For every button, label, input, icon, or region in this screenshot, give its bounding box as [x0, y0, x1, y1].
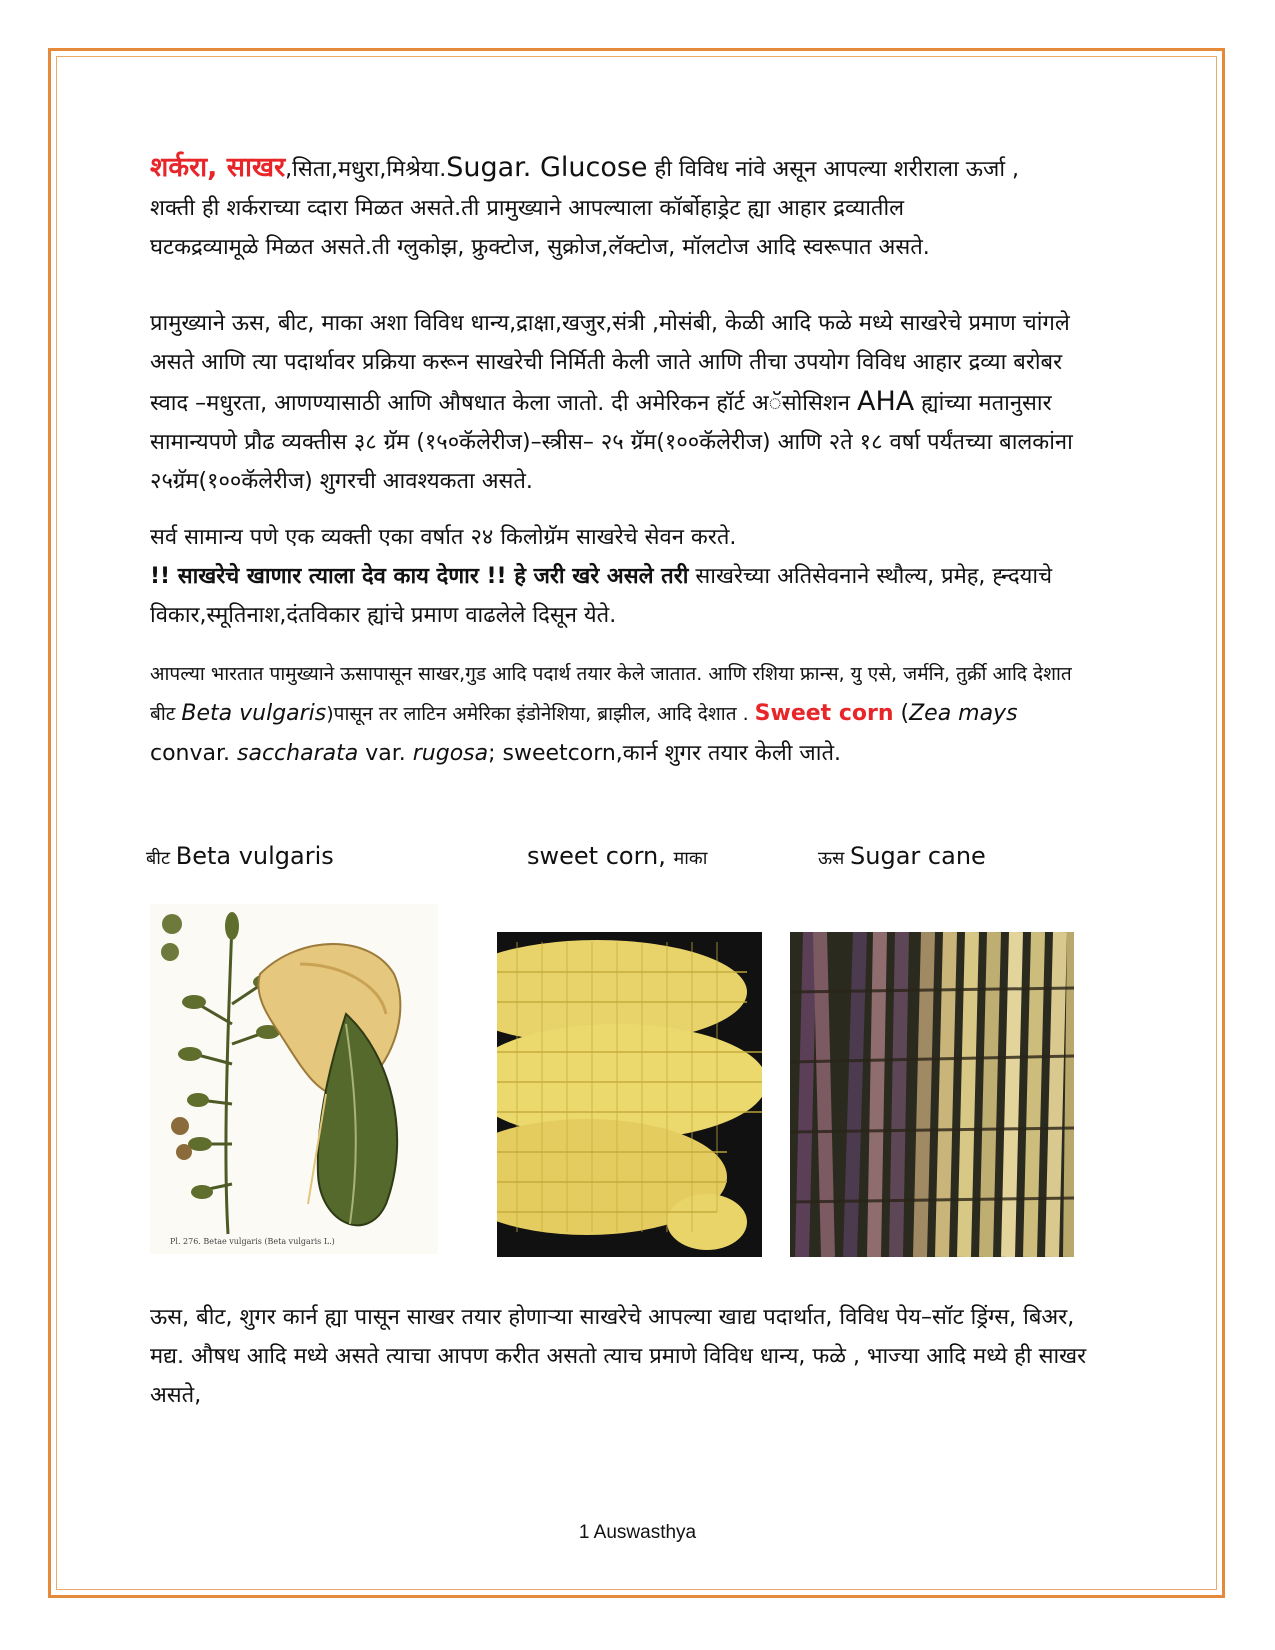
paren-open: ( [893, 701, 910, 726]
page-footer: 1 Auswasthya [578, 1522, 697, 1543]
production-tail: ; sweetcorn,कार्न शुगर तयार केली जाते. [488, 741, 841, 766]
sources-paragraph [150, 304, 1090, 501]
rugosa-italic: rugosa [412, 741, 489, 766]
closing-paragraph: ऊस, बीट, शुगर कार्न ह्या पासून साखर तयार होणाऱ्या साखरेचे आपल्या खाद्य पदार्थात, विविध पेय–सॉट ड्रिंग्स, बिअर, मद्य. औषध आदि मध्ये असते त्याचा आपण करीत असतो त्याच प्रमाणे विविध धान्य, फळे , भाज्या आदि मध्ये ही साखर असते, [150, 1305, 1087, 1408]
beta-vulgaris-italic: Beta vulgaris [181, 701, 327, 726]
production-part-2: )पासून तर लाटिन अमेरिका इंडोनेशिया, ब्राझील, आदि देशात . [326, 703, 755, 725]
sources-part-2: ह्यांच्या मतानुसार सामान्यपणे प्रौढ व्यक्तीस ३८ ग्रॅम (१५०कॅलेरीज)–स्त्रीस– २५ ग्रॅम(१००कॅलेरीज) आणि २ते १८ वर्षा पर्यंतच्या बालकांना २५ग्रॅम(१००कॅलेरीज) शुगरची आवश्यकता असते. [150, 391, 1073, 494]
consumption-paragraph [150, 518, 1090, 635]
caption-cane-english: Sugar cane [850, 842, 986, 870]
intro-paragraph [150, 148, 1090, 267]
title-red: शर्करा, साखर [150, 152, 286, 183]
caption-cane-devanagari: ऊस [818, 848, 851, 869]
saccharata-italic: saccharata [237, 741, 359, 766]
proverb-bold: !! साखरेचे खाणार त्याला देव काय देणार !! हे जरी खरे असले तरी [150, 564, 689, 589]
sources-part-1: प्रामुख्याने ऊस, बीट, माका अशा विविध धान्य,द्राक्षा,खजुर,संत्री ,मोसंबी, केळी आदि फळे मध्ये साखरेचे प्रमाण चांगले असते आणि त्या पदार्थावर प्रक्रिया करून साखरेची निर्मिती केली जाते आणि तीचा उपयोग विविध आहार द्रव्या बरोबर स्वाद –मधुरता, आणण्यासाठी आणि औषधात केला जातो. दी अमेरिकन हॉर्ट अॅसोसिशन [150, 311, 1070, 416]
intro-line-2: शक्ती ही शर्कराच्या व्दारा मिळत असते.ती प्रामुख्याने आपल्याला कॉर्बोहाड्रेट ह्या आहार द्रव्यातील [150, 196, 905, 221]
var-text: var. [358, 741, 413, 766]
title-rest: ,सिता,मधुरा,मिश्रेया. [285, 157, 447, 182]
sweet-corn-red: Sweet corn [754, 701, 894, 726]
aha-acronym: AHA [857, 386, 915, 417]
title-tail: ही विविध नांवे असून आपल्या शरीराला ऊर्जा , [647, 157, 1020, 182]
caption-corn-english: sweet corn, [527, 842, 674, 870]
caption-cane [818, 842, 986, 870]
caption-beet [146, 842, 334, 870]
zea-mays-italic: Zea mays [909, 701, 1018, 726]
beet-plate-label: Pl. 276. Betae vulgaris (Beta vulgaris L.) [170, 1237, 335, 1246]
convar-text: convar. [150, 741, 238, 766]
sugar-cane-photo [790, 932, 1074, 1257]
caption-beet-devanagari: बीट [146, 848, 176, 869]
production-part-1: आपल्या भारतात पामुख्याने ऊसापासून साखर,गुड आदि पदार्थ तयार केले जातात. आणि रशिया फ्रान्स, यु एसे, जर्मनि, तुर्क्री आदि देशात बीट [150, 663, 1072, 725]
consumption-line: सर्व सामान्य पणे एक व्यक्ती एका वर्षात २४ किलोग्रॅम साखरेचे सेवन करते. [150, 525, 737, 550]
intro-line-3: घटकद्रव्यामूळे मिळत असते.ती ग्लुकोझ, फ्रुक्टोज, सुक्रोज,लॅक्टोज, मॉलटोज आदि स्वरूपात असते. [150, 235, 930, 260]
sweet-corn-photo [497, 932, 762, 1257]
title-english: Sugar. Glucose [446, 152, 648, 183]
caption-beet-english: Beta vulgaris [175, 842, 334, 870]
caption-corn [527, 842, 707, 870]
beet-illustration [150, 904, 438, 1254]
production-paragraph [150, 654, 1090, 774]
caption-corn-devanagari: माका [673, 848, 708, 869]
consumption-rest: साखरेच्या अतिसेवनाने स्थौल्य, प्रमेह, ह्न्दयाचे विकार,स्मूतिनाश,दंतविकार ह्यांचे प्रमाण वाढलेले दिसून येते. [150, 564, 1053, 628]
